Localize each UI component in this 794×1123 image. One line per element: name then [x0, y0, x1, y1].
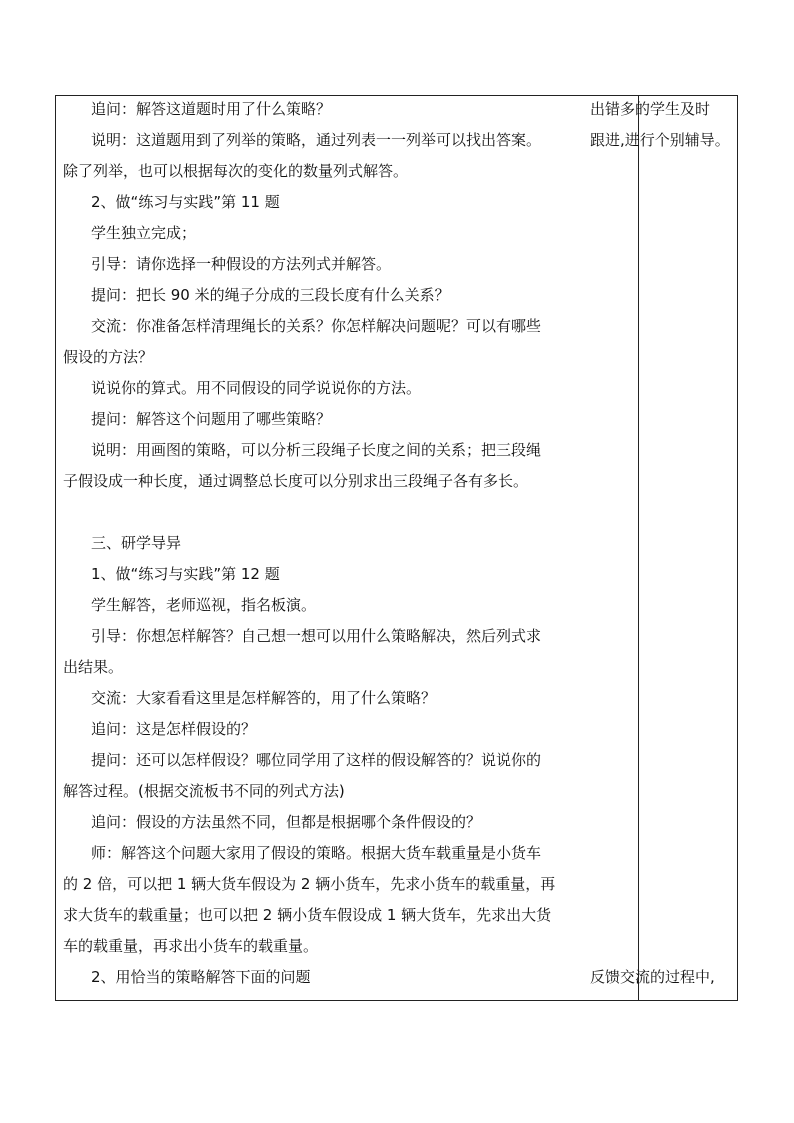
- text-line: 1、做“练习与实践”第 12 题: [91, 565, 280, 583]
- text-line: 说明：用画图的策略，可以分析三段绳子长度之间的关系；把三段绳: [91, 441, 542, 459]
- note-line: 出错多的学生及时: [590, 100, 711, 118]
- text-line: 假设的方法？: [63, 348, 154, 366]
- text-line: 的 2 倍，可以把 1 辆大货车假设为 2 辆小货车，先求小货车的载重量，再: [63, 875, 556, 893]
- section-heading: 三、研学导异: [91, 534, 182, 552]
- text-line: 2、用恰当的策略解答下面的问题: [91, 968, 311, 986]
- text-line: 子假设成一种长度，通过调整总长度可以分别求出三段绳子各有多长。: [63, 472, 529, 490]
- text-line: 追问：解答这道题时用了什么策略？: [91, 100, 332, 118]
- lesson-table: [55, 95, 738, 1001]
- text-line: 说说你的算式。用不同假设的同学说说你的方法。: [91, 379, 422, 397]
- text-line: 学生独立完成；: [91, 224, 197, 242]
- text-line: 2、做“练习与实践”第 11 题: [91, 193, 280, 211]
- text-line: 交流：你准备怎样清理绳长的关系？你怎样解决问题呢？可以有哪些: [91, 317, 542, 335]
- text-line: 求大货车的载重量；也可以把 2 辆小货车假设成 1 辆大货车，先求出大货: [63, 906, 552, 924]
- text-line: 引导：请你选择一种假设的方法列式并解答。: [91, 255, 392, 273]
- text-line: 学生解答，老师巡视，指名板演。: [91, 596, 317, 614]
- note-line: 跟进,进行个别辅导。: [590, 131, 730, 149]
- note-line: 反馈交流的过程中,: [590, 968, 715, 986]
- text-line: 师：解答这个问题大家用了假设的策略。根据大货车载重量是小货车: [91, 844, 542, 862]
- text-line: 除了列举，也可以根据每次的变化的数量列式解答。: [63, 162, 409, 180]
- text-line: 说明：这道题用到了列举的策略，通过列表一一列举可以找出答案。: [91, 131, 542, 149]
- text-line: 追问：这是怎样假设的？: [91, 720, 257, 738]
- text-line: 出结果。: [63, 658, 124, 676]
- text-line: 交流：大家看看这里是怎样解答的，用了什么策略？: [91, 689, 437, 707]
- text-line: 车的载重量，再求出小货车的载重量。: [63, 937, 319, 955]
- column-divider: [638, 96, 639, 1000]
- text-line: 提问：把长 90 米的绳子分成的三段长度有什么关系？: [91, 286, 450, 304]
- text-line: 解答过程。(根据交流板书不同的列式方法): [63, 782, 345, 800]
- text-line: 提问：解答这个问题用了哪些策略？: [91, 410, 332, 428]
- text-line: 引导：你想怎样解答？自己想一想可以用什么策略解决，然后列式求: [91, 627, 542, 645]
- text-line: 提问：还可以怎样假设？哪位同学用了这样的假设解答的？说说你的: [91, 751, 542, 769]
- text-line: 追问：假设的方法虽然不同，但都是根据哪个条件假设的？: [91, 813, 482, 831]
